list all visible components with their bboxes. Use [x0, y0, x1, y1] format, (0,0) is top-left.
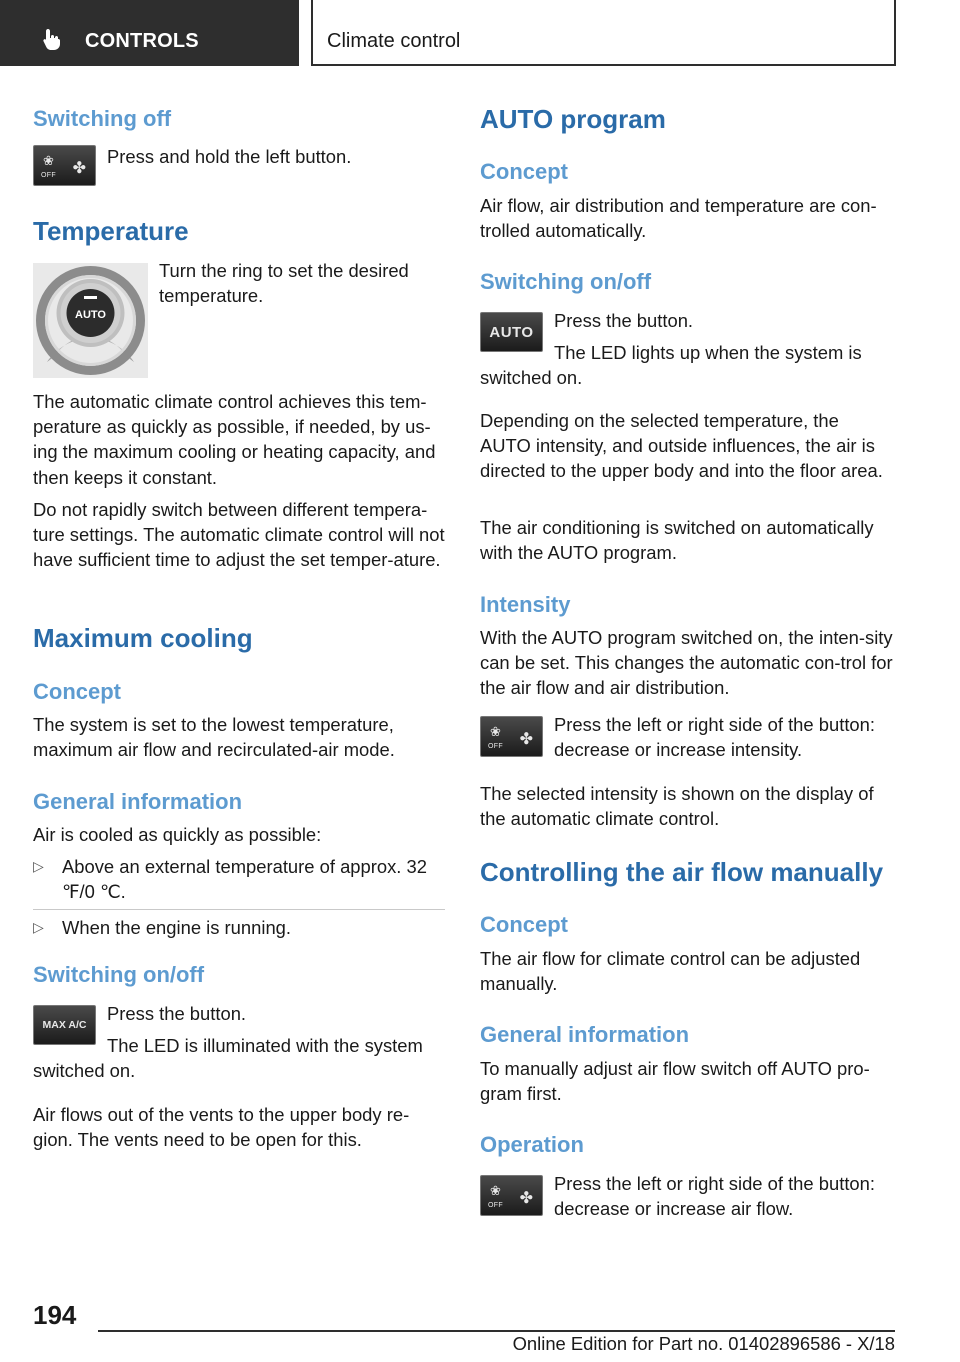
heading-general-info-manual: General information — [480, 1022, 690, 1047]
heading-maximum-cooling: Maximum cooling — [33, 623, 253, 653]
fan-off-button-image — [33, 145, 96, 186]
heading-intensity: Intensity — [480, 592, 571, 617]
intensity-button-figure — [480, 716, 543, 757]
operation-fig-text: Press the left or right side of the button: decrease or increase air flow. — [554, 1173, 875, 1220]
heading-general-info-max: General information — [33, 789, 243, 814]
heading-switching-max: Switching on/off — [33, 962, 205, 987]
heading-concept-auto: Concept — [480, 159, 568, 184]
off-label: OFF — [488, 1202, 503, 1209]
fan-small-icon: ❀ — [490, 724, 501, 739]
auto-paragraph-2: The air conditioning is switched on automatically with the AUTO program. — [480, 517, 874, 564]
fan-large-icon: ✤ — [519, 1190, 533, 1207]
switching-off-text: Press and hold the left button. — [107, 146, 352, 167]
max-concept-text: The system is set to the lowest temperature, maximum air flow and recirculated-air mode. — [33, 714, 395, 761]
off-label: OFF — [488, 743, 503, 750]
heading-switching-auto: Switching on/off — [480, 269, 652, 294]
temperature-ring-image — [33, 263, 148, 378]
auto-switch-line-1: Press the button. — [554, 310, 694, 331]
fan-small-icon: ❀ — [43, 153, 54, 168]
list-item: ▷ Above an external temperature of approx. 32 ℉/0 ℃. — [33, 856, 427, 903]
auto-button-label: AUTO — [489, 324, 534, 341]
edition-note: Online Edition for Part no. 01402896586 - X/18 — [512, 1333, 895, 1354]
heading-concept-manual: Concept — [480, 912, 568, 937]
section-title-box — [311, 0, 896, 66]
footer-divider — [98, 1330, 895, 1332]
heading-concept-max: Concept — [33, 679, 121, 704]
list-item: ▷ When the engine is running. — [33, 915, 445, 940]
max-conditions-list — [33, 854, 445, 941]
max-general-text: Air is cooled as quickly as possible: — [33, 824, 322, 845]
temperature-fig-text: Turn the ring to set the desired temperature. — [159, 260, 409, 307]
fan-large-icon: ✤ — [72, 160, 86, 177]
temperature-knob-figure — [33, 263, 148, 383]
auto-concept-text: Air flow, air distribution and temperature are con-trolled automatically. — [480, 195, 877, 242]
intensity-fig-text: Press the left or right side of the button: decrease or increase intensity. — [554, 714, 875, 761]
fan-large-icon: ✤ — [519, 731, 533, 748]
temperature-paragraph-1: The automatic climate control achieves this tem-perature as quickly as possible, if needed, by us-ing the maximum cooling or heating capacity, and then keeps it constant. — [33, 391, 436, 488]
heading-manual-air-flow: Controlling the air flow manually — [480, 857, 884, 887]
max-switch-line-1: Press the button. — [107, 1003, 247, 1024]
page-number: 194 — [33, 1300, 77, 1330]
heading-switching-off: Switching off — [33, 106, 172, 131]
max-switch-line-2: The LED is illuminated with the system switched on. — [33, 1035, 423, 1082]
heading-operation: Operation — [480, 1132, 584, 1157]
auto-switch-line-2: The LED lights up when the system is switched on. — [480, 342, 862, 389]
fan-intensity-button-image — [480, 716, 543, 757]
operation-button-figure — [480, 1175, 543, 1216]
hand-pointer-icon — [40, 27, 64, 51]
manual-concept-text: The air flow for climate control can be adjusted manually. — [480, 948, 861, 995]
max-end-paragraph: Air flows out of the vents to the upper body re-gion. The vents need to be open for this. — [33, 1104, 410, 1151]
bullet-triangle-icon: ▷ — [33, 919, 44, 936]
fan-airflow-button-image — [480, 1175, 543, 1216]
max-ac-label: MAX A/C — [42, 1019, 87, 1031]
off-label: OFF — [41, 172, 56, 179]
temperature-paragraph-2: Do not rapidly switch between different tempera-ture settings. The automatic climate control will not have sufficient time to adjust the set temper-ature. — [33, 499, 445, 571]
bullet-triangle-icon: ▷ — [33, 858, 44, 874]
heading-temperature: Temperature — [33, 216, 189, 246]
off-button-figure — [33, 145, 96, 186]
section-title: Climate control — [327, 30, 461, 52]
chapter-tab[interactable] — [0, 0, 299, 66]
list-divider — [33, 909, 445, 910]
knob-auto-label: AUTO — [75, 309, 106, 321]
heading-auto-program: AUTO program — [480, 104, 666, 134]
auto-paragraph-1: Depending on the selected temperature, the AUTO intensity, and outside influences, the air is directed to the upper body and into the floor area. — [480, 410, 883, 482]
manual-general-text: To manually adjust air flow switch off AUTO pro-gram first. — [480, 1058, 870, 1105]
chapter-label: CONTROLS — [85, 30, 199, 52]
page-header — [0, 0, 960, 66]
intensity-display-text: The selected intensity is shown on the display of the automatic climate control. — [480, 783, 874, 830]
intensity-text: With the AUTO program switched on, the inten-sity can be set. This changes the automatic con-trol for the air flow and air distribution. — [480, 627, 893, 699]
fan-small-icon: ❀ — [490, 1183, 501, 1198]
